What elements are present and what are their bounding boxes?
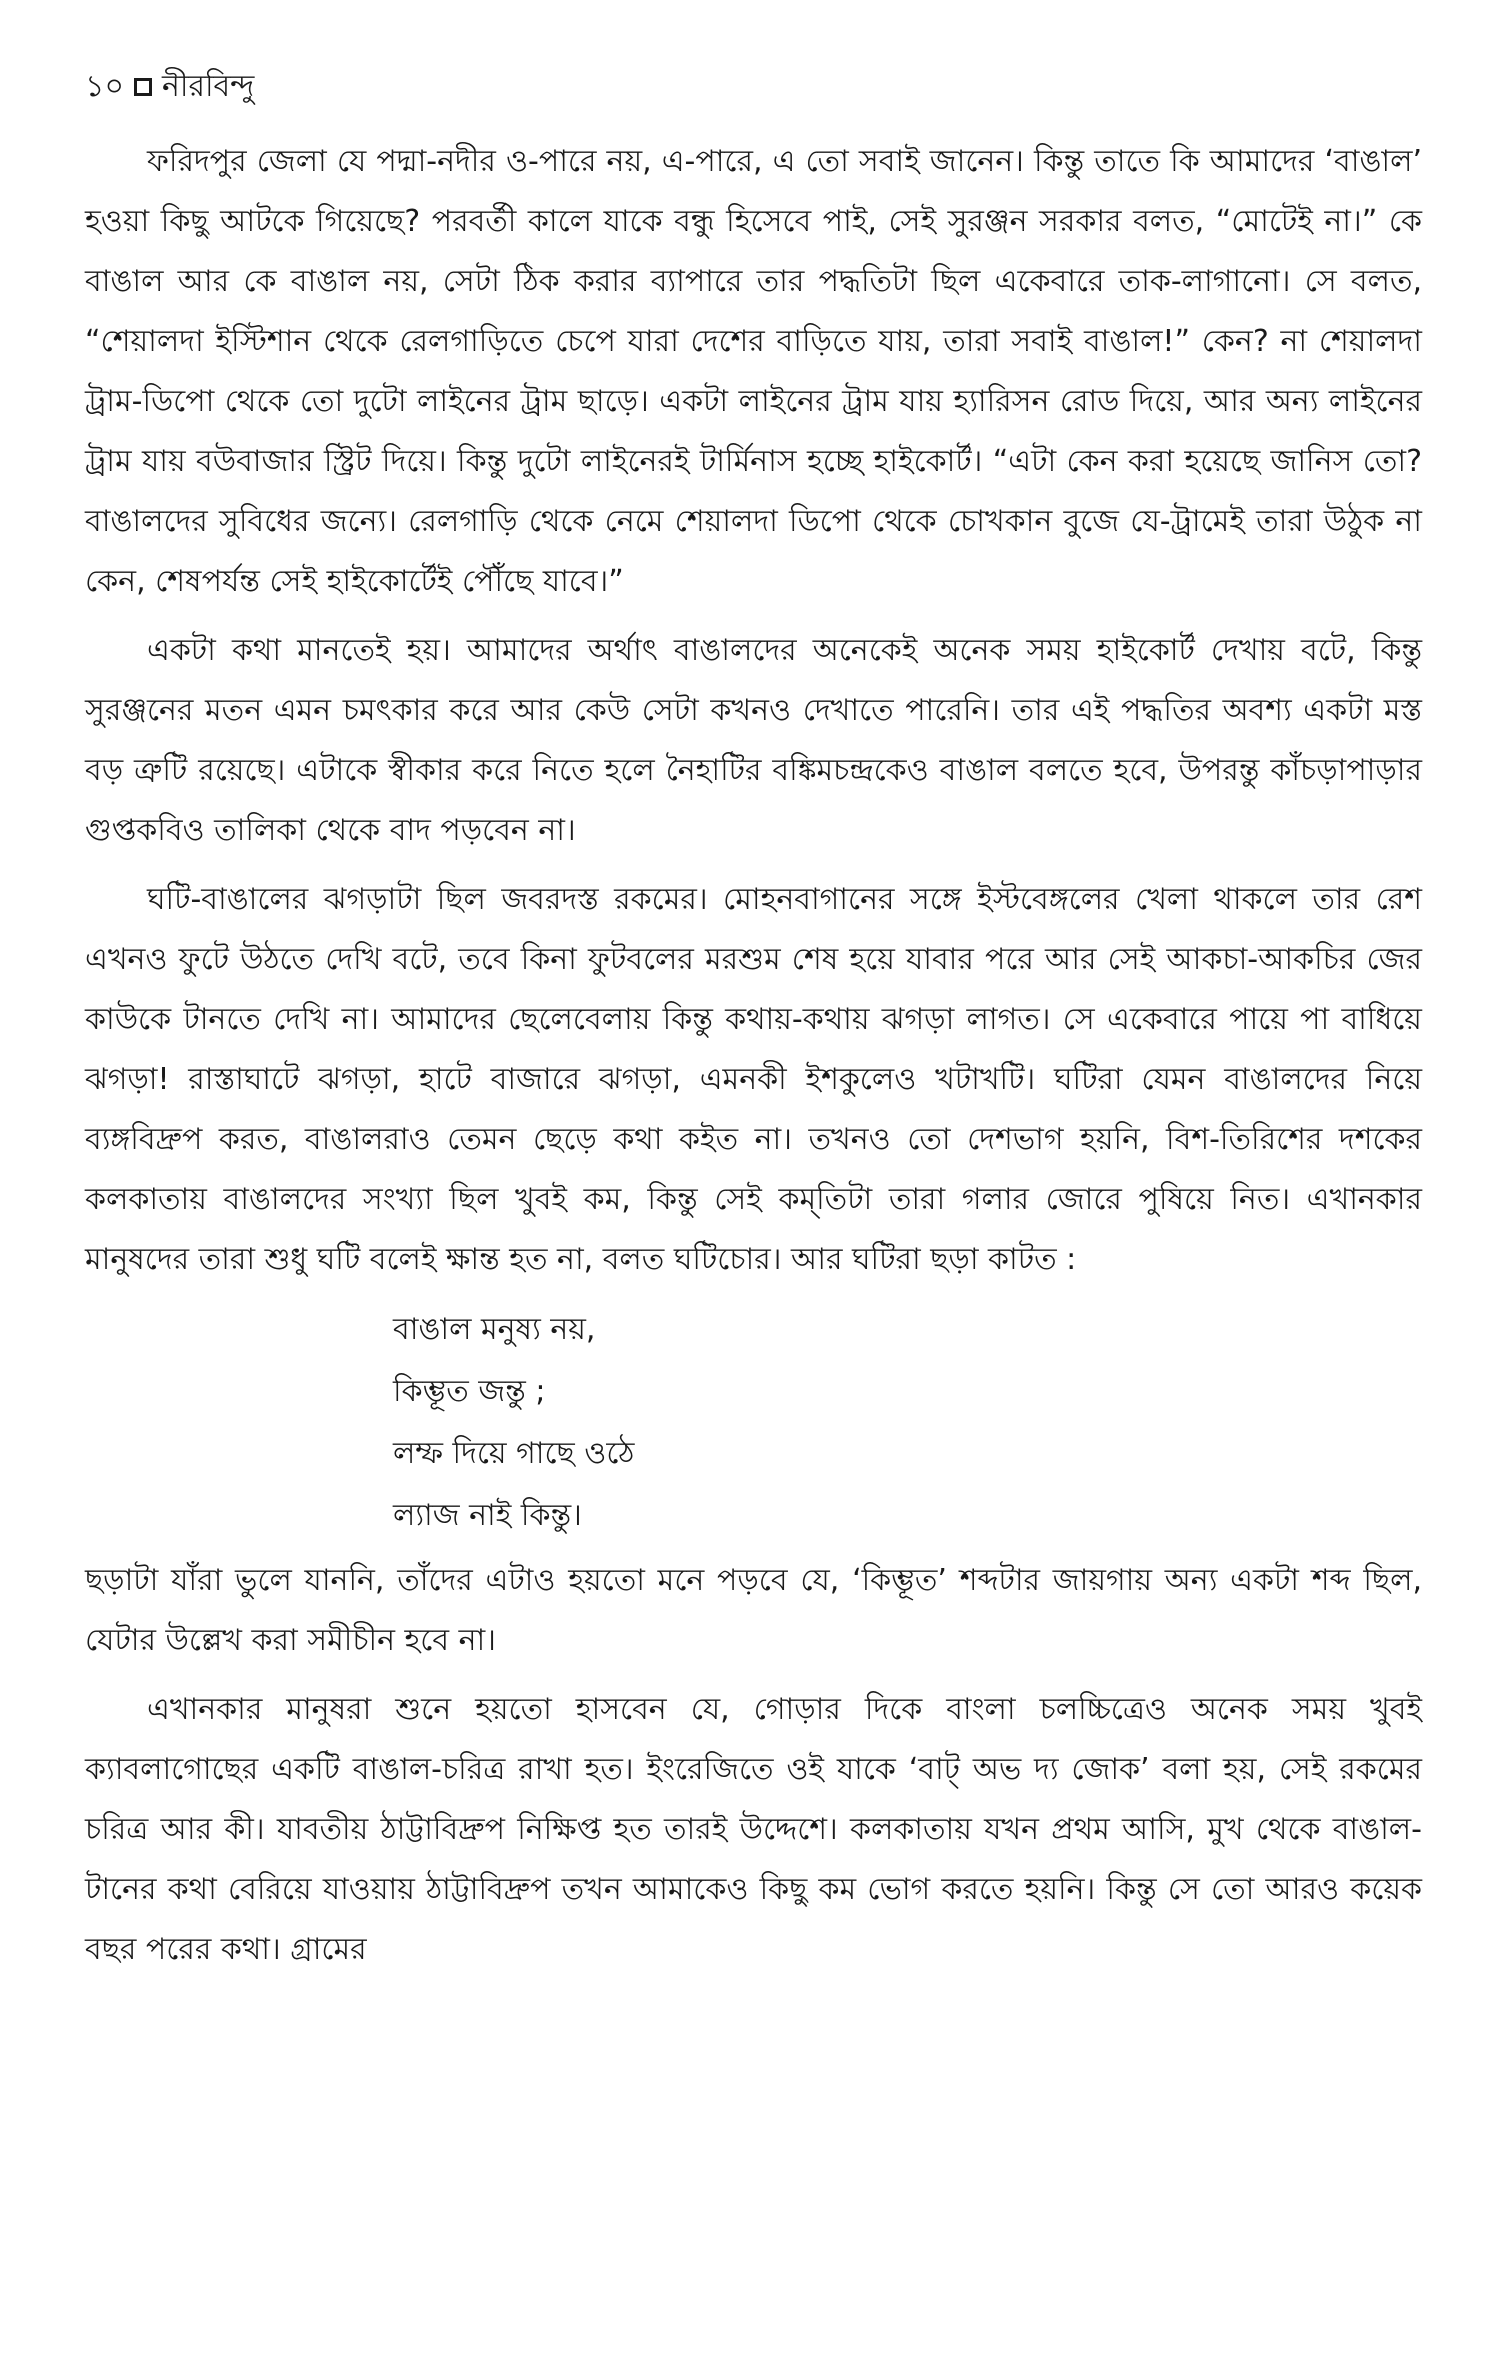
rhyme-line: কিম্ভূত জন্তু ; — [393, 1374, 546, 1409]
page-number: ১০ — [85, 69, 124, 104]
rhyme-line: ল্যাজ নাই কিন্তু। — [393, 1498, 582, 1533]
paragraph-3: ঘটি-বাঙালের ঝগড়াটা ছিল জবরদস্ত রকমের। মোহনবাগানের সঙ্গে ইস্টবেঙ্গলের খেলা থাকলে তার রেশ এখনও ফুটে উঠতে দেখি বটে, তবে কিনা ফুটবলের মরশুম শেষ হয়ে যাবার পরে আর সেই আকচা-আকচির জের কাউকে টানতে দেখি না। আমাদের ছেলেবেলায় কিন্তু কথায়-কথায় ঝগড়া লাগত। সে একেবারে পায়ে পা বাধিয়ে ঝগড়া! রাস্তাঘাটে ঝগড়া, হাটে বাজারে ঝগড়া, এমনকী ইশকুলেও খটাখটি। ঘটিরা যেমন বাঙালদের নিয়ে ব্যঙ্গবিদ্রুপ করত, বাঙালরাও তেমন ছেড়ে কথা কইত না। তখনও তো দেশভাগ হয়নি, বিশ-তিরিশের দশকের কলকাতায় বাঙালদের সংখ্যা ছিল খুবই কম, কিন্তু সেই কম্‌তিটা তারা গলার জোরে পুষিয়ে নিত। এখানকার মানুষদের তারা শুধু ঘটি বলেই ক্ষান্ত হত না, বলত ঘটিচোর। আর ঘটিরা ছড়া কাটত : — [85, 882, 1422, 1277]
rhyme-block — [85, 1299, 1422, 1547]
book-title: নীরবিন্দু — [161, 69, 255, 104]
rhyme-line: লম্ফ দিয়ে গাছে ওঠে — [393, 1436, 635, 1471]
paragraph-after-rhyme: ছড়াটা যাঁরা ভুলে যাননি, তাঁদের এটাও হয়তো মনে পড়বে যে, ‘কিম্ভূত’ শব্দটার জায়গায় অন্য একটা শব্দ ছিল, যেটার উল্লেখ করা সমীচীন হবে না। — [85, 1563, 1422, 1658]
paragraph-1: ফরিদপুর জেলা যে পদ্মা-নদীর ও-পারে নয়, এ-পারে, এ তো সবাই জানেন। কিন্তু তাতে কি আমাদের ‘বাঙাল’ হওয়া কিছু আটকে গিয়েছে? পরবর্তী কালে যাকে বন্ধু হিসেবে পাই, সেই সুরঞ্জন সরকার বলত, “মোটেই না।” কে বাঙাল আর কে বাঙাল নয়, সেটা ঠিক করার ব্যাপারে তার পদ্ধতিটা ছিল একেবারে তাক-লাগানো। সে বলত, “শেয়ালদা ইস্টিশান থেকে রেলগাড়িতে চেপে যারা দেশের বাড়িতে যায়, তারা সবাই বাঙাল!” কেন? না শেয়ালদা ট্রাম-ডিপো থেকে তো দুটো লাইনের ট্রাম ছাড়ে। একটা লাইনের ট্রাম যায় হ্যারিসন রোড দিয়ে, আর অন্য লাইনের ট্রাম যায় বউবাজার স্ট্রিট দিয়ে। কিন্তু দুটো লাইনেরই টার্মিনাস হচ্ছে হাইকোর্ট। “এটা কেন করা হয়েছে জানিস তো? বাঙালদের সুবিধের জন্যে। রেলগাড়ি থেকে নেমে শেয়ালদা ডিপো থেকে চোখকান বুজে যে-ট্রামেই তারা উঠুক না কেন, শেষপর্যন্ত সেই হাইকোর্টেই পৌঁছে যাবে।” — [85, 144, 1422, 599]
square-bullet-icon — [134, 78, 152, 96]
rhyme-line: বাঙাল মনুষ্য নয়, — [393, 1312, 596, 1347]
paragraph-2: একটা কথা মানতেই হয়। আমাদের অর্থাৎ বাঙালদের অনেকেই অনেক সময় হাইকোর্ট দেখায় বটে, কিন্তু সুরঞ্জনের মতন এমন চমৎকার করে আর কেউ সেটা কখনও দেখাতে পারেনি। তার এই পদ্ধতির অবশ্য একটা মস্ত বড় ত্রুটি রয়েছে। এটাকে স্বীকার করে নিতে হলে নৈহাটির বঙ্কিমচন্দ্রকেও বাঙাল বলতে হবে, উপরন্তু কাঁচড়াপাড়ার গুপ্তকবিও তালিকা থেকে বাদ পড়বেন না। — [85, 633, 1422, 848]
page-header — [85, 62, 1422, 112]
paragraph-last: এখানকার মানুষরা শুনে হয়তো হাসবেন যে, গোড়ার দিকে বাংলা চলচ্চিত্রেও অনেক সময় খুবই ক্যাবলাগোছের একটি বাঙাল-চরিত্র রাখা হত। ইংরেজিতে ওই যাকে ‘বাট্‌ অভ দ্য জোক’ বলা হয়, সেই রকমের চরিত্র আর কী। যাবতীয় ঠাট্টাবিদ্রুপ নিক্ষিপ্ত হত তারই উদ্দেশে। কলকাতায় যখন প্রথম আসি, মুখ থেকে বাঙাল-টানের কথা বেরিয়ে যাওয়ায় ঠাট্টাবিদ্রুপ তখন আমাকেও কিছু কম ভোগ করতে হয়নি। কিন্তু সে তো আরও কয়েক বছর পরের কথা। গ্রামের — [85, 1692, 1422, 1967]
